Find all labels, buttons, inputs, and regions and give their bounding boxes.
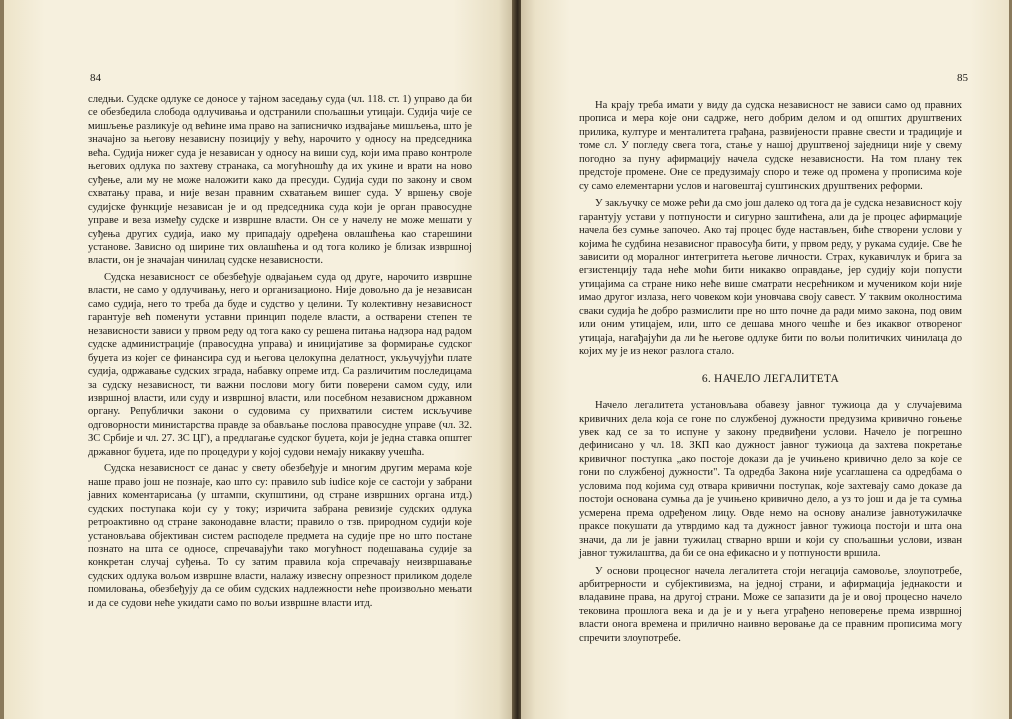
right-page-text (579, 99, 962, 649)
right-page (521, 0, 1012, 719)
paragraph: следњи. Судске одлуке се доносе у тајном заседању суда (чл. 118. ст. 1) управо да би се обезбедила слобода одлучивања и одстранили спољашњи утицаји. Судија чије се мишљење разликује од већине има право на записничко издвајање мишљења, што је значајно за његову независну позицију у већу, нарочито у односу на председника већа. Судија нижег суда је независан у односу на виши суд, који има право контроле његових одлука по захтеву странака, са могућношћу да их укине и врати на ново суђење, али му не може наложити како да пресуди. Судија суди по закону и свом схватању права, и није везан правним схватањем вишег суда. У вршењу своје судијске функције независан је и од председника суда који је орган правосудне управе и веза између судске и извршне власти. Он се у начелу не може мешати у суђења других судија, иако му припадају одређена овлашћења као старешини установе. Зависно од ширине тих овлашћења и од тога колико је близак извршној власти, он је значајан чинилац судске независности. (88, 94, 472, 267)
page-number-left: 84 (90, 72, 101, 84)
paragraph: У основи процесног начела легалитета стоји негација самовоље, злоупотребе, арбитрерности и субјективизма, на једној страни, и афирмација једнакости и владавине права, на другој страни. Може се запазити да је и овој процесно начело тековина прошлога века и да је и у њега уграђено неповерење према извршној власти онога времена и прилично наивно веровање да се правним прописима могу спречити злоупотребе. (579, 565, 962, 644)
left-page-text (88, 93, 472, 613)
paragraph: Судска независност се данас у свету обезбеђује и многим другим мерама које наше право још не познаје, као што су: правило sub iudice које се састоји у забрани јавних коментарисања (у штампи, скупштини, од стране извршних органа итд.) судских поступака који су у току; изричита забрана ревизије судских одлука ретроактивно од стране законодавне власти; правило о тзв. природном судији које установљава објективан систем расподеле предмета на судије пре но што постане познато на шта се односе, спречавајући тако могућност подешавања судије за конкретан случај суђења. То су затим правила која спречавају неизвршавање судских одлука вољом извршне власти, налажу извесну опрезност приликом доделе помиловања, обезбеђују да се обим судских надлежности неће произвољно мењати и да се судови неће укидати само по вољи извршне власти итд. (88, 463, 472, 609)
paragraph: Судска независност се обезбеђује одвајањем суда од друге, нарочито извршне власти, не само у одлучивању, него и организационо. Није довољно да је независан само судија, него то треба да буде и судство у целини. Ту колективну независност гарантује већ поменути уставни принцип поделе власти, а остварени степен те независности зависи у првом реду од тога како су решена питања надзора над радом судске администрације (правосудна управа) и иницијативе за формирање судског буџета из којег се финансира суд и његова целокупна делатност, укључујући плате судија, одржавање судских зграда, набавку опреме итд. Са различитим последицама за судску независност, ти важни послови могу бити поверени самом суду, или извршној власти, или суду и извршној власти, или посебном независном државном органу. Републички закони о судовима су прихватили систем искључиве одговорности министарства правде за обављање послова правосудне управе (чл. 32. ЗС Србије и чл. 27. ЗС ЦГ), а предлагање судског буџета, који је једна ставка општег државног буџета, иде по процедури у којој судови немају никакву учешћа. (88, 271, 472, 458)
page-number-right: 85 (957, 72, 968, 84)
paragraph: На крају треба имати у виду да судска независност не зависи само од правних прописа и мера које они садрже, него добрим делом и од општих друштвених прилика, културе и менталитета грађана, развијености правне свести и традиције и томе сл. У погледу свега тога, стање у нашој друштвеној заједници није у свему погодно за пуну афирмацију начела судске независности. На том плану тек предстоје промене. Оне се предузимају споро и теже од промена у прописима које су само елементарни услов и наговештај суштинских друштвених реформи. (579, 100, 962, 192)
paragraph: Начело легалитета установљава обавезу јавног тужиоца да у случајевима кривичних дела која се гоне по службеној дужности предузима кривично гоњење увек кад се за то испуне у закону предвиђени услови. Начело је погрешно дефинисано у чл. 18. ЗКП као дужност јавног тужиоца да захтева покретање кривичног поступка „ако постоје докази да је учињено кривично дело за које се гони по службеној дужности". Та одредба Закона није усаглашена са одредбама о условима под којима суд отвара кривични поступак, које захтевају само доказе да постоји основана сумња да је учињено кривично дело, а уз то још и да је та сумња усмерена према одређеном лицу. Овде немо на основу анализе јавнотужилачке праксе покушати да утврдимо кад та дужност јавног тужиоца постоји и шта она значи, да ли је јавни тужилац стварно врши и који су спољашњи услови, изван јавног тужилаштва, да би се она ефикасно и у потпуности вршила. (579, 400, 962, 560)
section-heading: 6. НАЧЕЛО ЛЕГАЛИТЕТА (701, 372, 840, 385)
paragraph: У закључку се може рећи да смо још далеко од тога да је судска независност коју гарантују устави у потпуности и сигурно заштићена, али да је процес афирмације начела без сумње започео. Ако тај процес буде настављен, биће створени услови у којима ће судбина независног правосуђа бити, у првом реду, у рукама судије. Све ће зависити од моралног интегритета његове личности. Страх, кукавичлук и бригa за егзистенцију тада неће моћи бити никакво оправдање, јер судију који попусти утицајима са стране нико неће више сматрати несрећником и мучеником који није имао другог излаза, него човеком који уновчава своју савест. У таквим околностима сваки судија ће добро размислити пре но што почне да ради мимо закона, под овим или оним утицајем, или, што се дешава много чешће и без икаквог отвореног утицаја, нагађајући да ли ће његове одлуке бити по вољи политичких чинилаца до којих му је из неког разлога стало. (579, 198, 962, 358)
